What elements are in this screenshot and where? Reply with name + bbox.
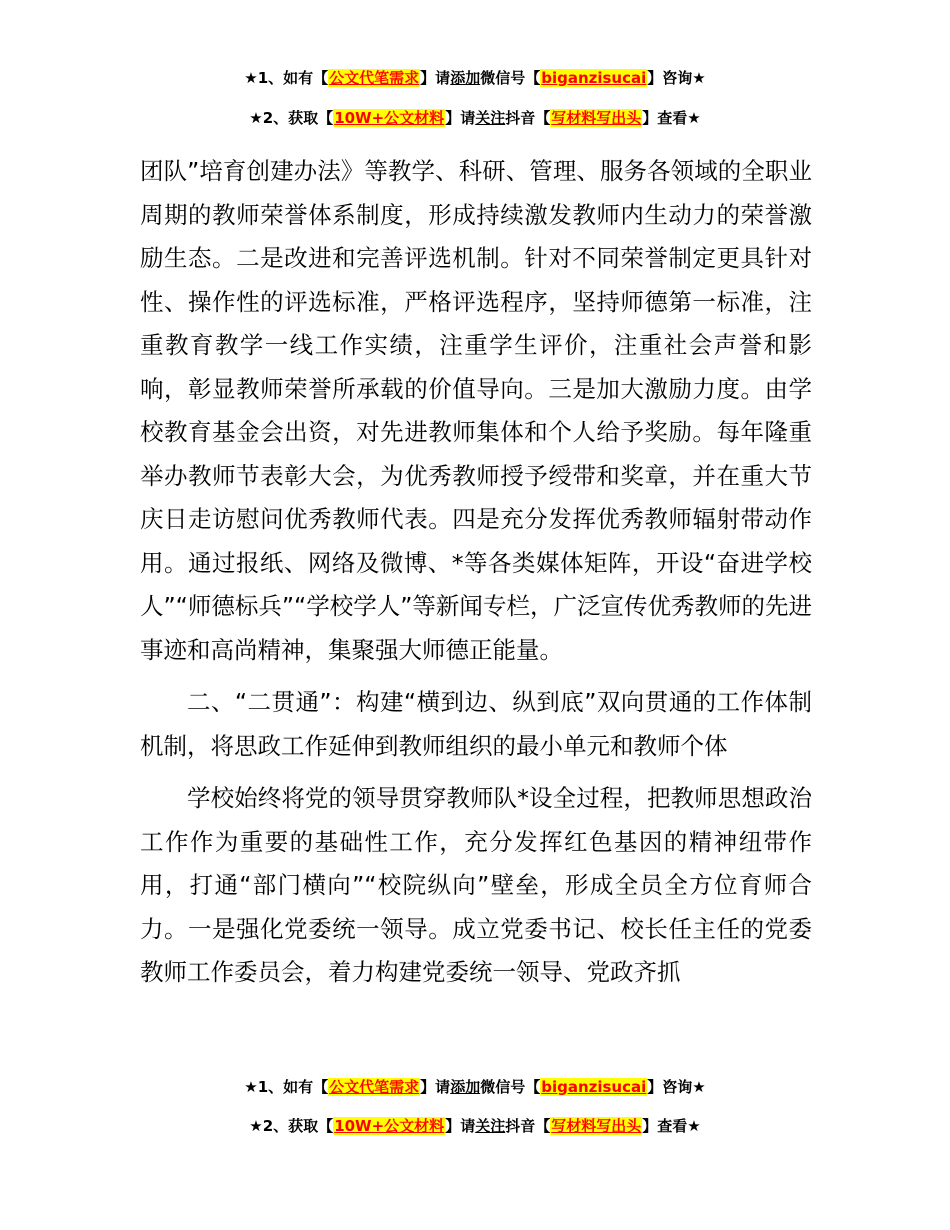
banner-highlight: 10W+公文材料 [334,1117,445,1135]
banner-text: 】请 [445,109,476,127]
banner-highlight: 10W+公文材料 [334,109,445,127]
paragraph-honor-system: 团队”培育创建办法》等教学、科研、管理、服务各领域的全职业周期的教师荣誉体系制度，形成持续激发教师内生动力的荣誉激励生态。二是改进和完善评选机制。针对不同荣誉制定更具针对性、操作性的评选标准，严格评选程序，坚持师德第一标准，注重教育教学一线工作实绩，注重学生评价，注重社会声誉和影响，彰显教师荣誉所承载的价值导向。三是加大激励力度。由学校教育基金会出资，对先进教师集体和个人给予奖励。每年隆重举办教师节表彰大会，为优秀教师授予绶带和奖章，并在重大节庆日走访慰问优秀教师代表。四是充分发挥优秀教师辐射带动作用。通过报纸、网络及微博、*等各类媒体矩阵，开设“奋进学校人”“师德标兵”“学校学人”等新闻专栏，广泛宣传优秀教师的先进事迹和高尚精神，集聚强大师德正能量。 [140,157,812,664]
banner-text: 】查看★ [642,1117,701,1135]
document-body [140,150,812,995]
bottom-banner-line-2 [0,1114,950,1138]
banner-text: 】请 [445,1117,476,1135]
banner-text: 微信号【 [480,1078,541,1096]
banner-text: ★1、如有【 [244,1078,329,1096]
banner-text: 】请 [420,1078,451,1096]
banner-text: ★1、如有【 [244,69,329,87]
top-banner-line-1 [0,66,950,90]
banner-text: 】请 [420,69,451,87]
bottom-banner-line-1 [0,1075,950,1099]
banner-highlight-douyin-id: 写材料写出头 [551,1117,642,1135]
top-banner-line-2 [0,106,950,130]
paragraph-party-leadership: 学校始终将党的领导贯穿教师队*设全过程，把教师思想政治工作作为重要的基础性工作，充分发挥红色基因的精神纽带作用，打通“部门横向”“校院纵向”壁垒，形成全员全方位育师合力。一是强化党委统一领导。成立党委书记、校长任主任的党委教师工作委员会，着力构建党委统一领导、党政齐抓 [140,784,812,986]
section-heading: 二、“二贯通”：构建“横到边、纵到底”双向贯通的工作体制机制，将思政工作延伸到教师组织的最小单元和教师个体 [140,688,812,760]
banner-text: 】咨询★ [647,69,706,87]
banner-text: ★2、获取【 [249,1117,334,1135]
banner-highlight: 公文代笔需求 [329,1078,420,1096]
banner-highlight-wechat-id: biganzisucai [541,1078,647,1096]
banner-highlight-douyin-id: 写材料写出头 [551,109,642,127]
banner-text: 】查看★ [642,109,701,127]
banner-text: 抖音【 [505,1117,551,1135]
banner-text: ★2、获取【 [249,109,334,127]
banner-text: 微信号【 [480,69,541,87]
banner-underlined-text: 关注 [475,109,506,127]
banner-underlined-text: 添加 [450,1078,481,1096]
banner-text: 】咨询★ [647,1078,706,1096]
banner-underlined-text: 添加 [450,69,481,87]
banner-highlight-wechat-id: biganzisucai [541,69,647,87]
banner-highlight: 公文代笔需求 [329,69,420,87]
banner-underlined-text: 关注 [475,1117,506,1135]
banner-text: 抖音【 [505,109,551,127]
